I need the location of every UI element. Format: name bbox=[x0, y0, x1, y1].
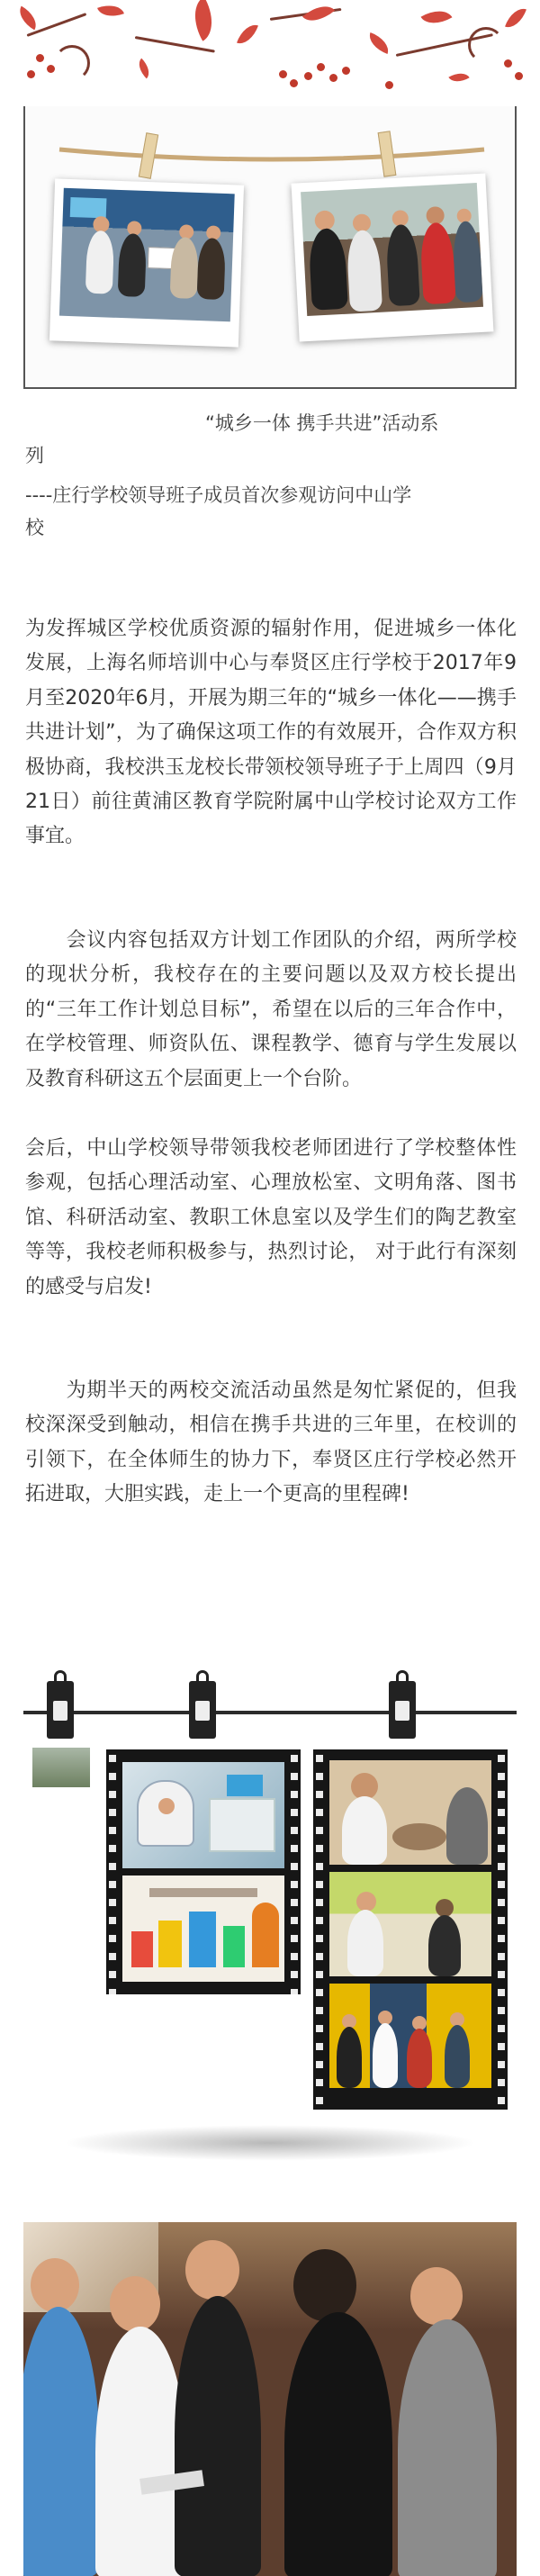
hanging-wire-icon bbox=[23, 1711, 517, 1714]
photo-research-room bbox=[329, 1984, 491, 2088]
gallery-shadow bbox=[63, 2125, 477, 2161]
article-subtitle: ----庄行学校领导班子成员首次参观访问中山学 bbox=[25, 484, 412, 506]
polaroid-photo-meeting bbox=[50, 178, 244, 347]
film-strip-icon bbox=[313, 1749, 508, 2110]
photo-card bbox=[23, 106, 517, 389]
binder-clip-icon bbox=[389, 1681, 416, 1739]
photo-civility-corner bbox=[122, 1876, 284, 1982]
photo-relaxation-room bbox=[122, 1762, 284, 1868]
paragraph-intro: 为发挥城区学校优质资源的辐射作用，促进城乡一体化发展，上海名师培训中心与奉贤区庄行学校于2017年9月至2020年6月，开展为期三年的“城乡一体化——携手共进计划”，为了确保这项工作的有效展开，合作双方积极协商，我校洪玉龙校长带领校领导班子于上周四（9月21日）前往黄浦区教育学院附属中山学校讨论双方工作事宜。 bbox=[25, 618, 517, 848]
film-strip-icon bbox=[106, 1749, 301, 1994]
paragraph-tour: 会后，中山学校领导带领我校老师团进行了学校整体性参观，包括心理活动室、心理放松室、文明角落、图书馆、科研活动室、教职工休息室以及学生们的陶艺教室等等，我校老师积极参与，热烈讨论， 对于此行有深刻的感受与启发! bbox=[25, 1137, 517, 1298]
film-strip-gallery bbox=[0, 1670, 540, 2174]
top-banner bbox=[0, 0, 540, 106]
binder-clip-icon bbox=[47, 1681, 74, 1739]
paragraph-conclusion: 为期半天的两校交流活动虽然是匆忙紧促的，但我校深深受到触动，相信在携手共进的三年里，在校训的引领下，在全体师生的协力下，奉贤区庄行学校必然开拓进取，大胆实践，走上一个更高的里程碑! bbox=[25, 1379, 517, 1506]
group-visit-photo bbox=[23, 2222, 517, 2576]
article-subtitle-continued: 校 bbox=[25, 517, 44, 538]
thumbnail-photo bbox=[32, 1748, 90, 1787]
article-title: “城乡一体 携手共进”活动系 bbox=[205, 412, 439, 434]
polaroid-photo-visit bbox=[292, 173, 494, 341]
binder-clip-icon bbox=[189, 1681, 216, 1739]
photo-pottery-class bbox=[329, 1760, 491, 1865]
rope-icon bbox=[25, 106, 518, 178]
article-title-continued: 列 bbox=[25, 445, 44, 466]
photo-library bbox=[329, 1872, 491, 1976]
paragraph-meeting: 会议内容包括双方计划工作团队的介绍，两所学校的现状分析，我校存在的主要问题以及双方校长提出的“三年工作计划总目标”，希望在以后的三年合作中，在学校管理、师资队伍、课程教学、德育与学生发展以及教育科研这五个层面更上一个台阶。 bbox=[25, 929, 517, 1090]
